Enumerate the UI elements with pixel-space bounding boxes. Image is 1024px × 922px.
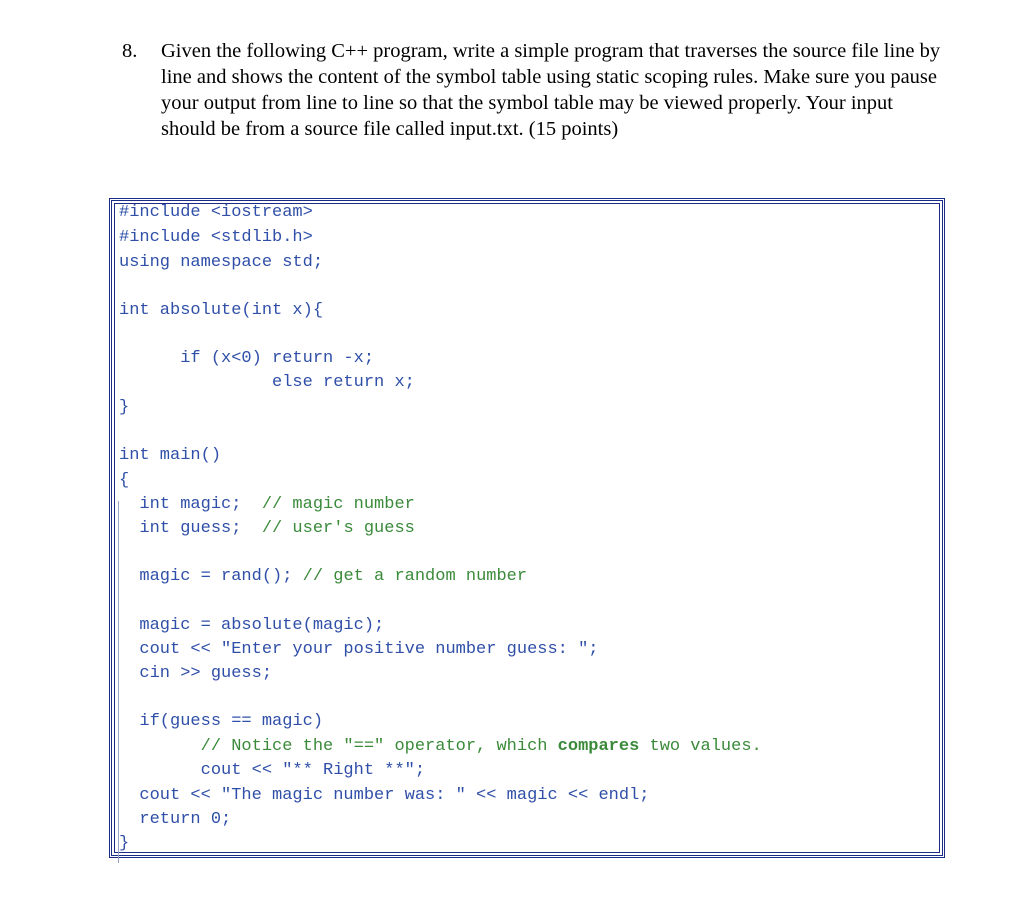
code-line-16: if(guess == magic): [119, 712, 324, 731]
code-comment-bold: compares: [557, 737, 640, 756]
code-line-1: #include <iostream>: [119, 203, 313, 222]
code-line-17: [119, 735, 762, 759]
code-line-18: cout << "** Right **";: [119, 761, 426, 780]
question-block: [122, 38, 952, 142]
code-line-2: #include <stdlib.h>: [119, 228, 313, 247]
code-line-5: if (x<0) return -x;: [119, 349, 375, 368]
code-line-14: cout << "Enter your positive number guess: ";: [119, 640, 599, 659]
code-line-9: {: [119, 471, 130, 490]
code-text: int magic;: [119, 495, 262, 514]
code-comment: // user's guess: [261, 519, 415, 538]
code-comment: two values.: [639, 737, 762, 756]
code-line-4: int absolute(int x){: [119, 301, 324, 320]
code-line-20: return 0;: [119, 810, 232, 829]
code-line-7: }: [119, 398, 130, 417]
code-text: int guess;: [119, 519, 262, 538]
code-line-10: [119, 493, 415, 517]
code-line-3: using namespace std;: [119, 253, 324, 272]
code-line-19: cout << "The magic number was: " << magic << endl;: [119, 786, 650, 805]
code-listing: [109, 198, 945, 858]
code-comment: // magic number: [261, 495, 415, 514]
question-text: Given the following C++ program, write a simple program that traverses the source file line by line and shows the content of the symbol table using static scoping rules. Make sure you pause your output from line to line so that the symbol table may be viewed properly. Your input should be from a source file called input.txt. (15 points): [161, 40, 941, 140]
code-line-6: else return x;: [119, 373, 415, 392]
code-comment: // get a random number: [302, 567, 528, 586]
code-line-12: [119, 565, 527, 589]
code-line-11: [119, 517, 415, 541]
code-comment: // Notice the "==" operator, which: [119, 737, 558, 756]
code-line-13: magic = absolute(magic);: [119, 616, 385, 635]
code-line-21: }: [119, 834, 130, 853]
question-number: 8.: [122, 40, 138, 62]
code-line-15: cin >> guess;: [119, 664, 273, 683]
code-line-8: int main(): [119, 446, 222, 465]
code-text: magic = rand();: [119, 567, 303, 586]
